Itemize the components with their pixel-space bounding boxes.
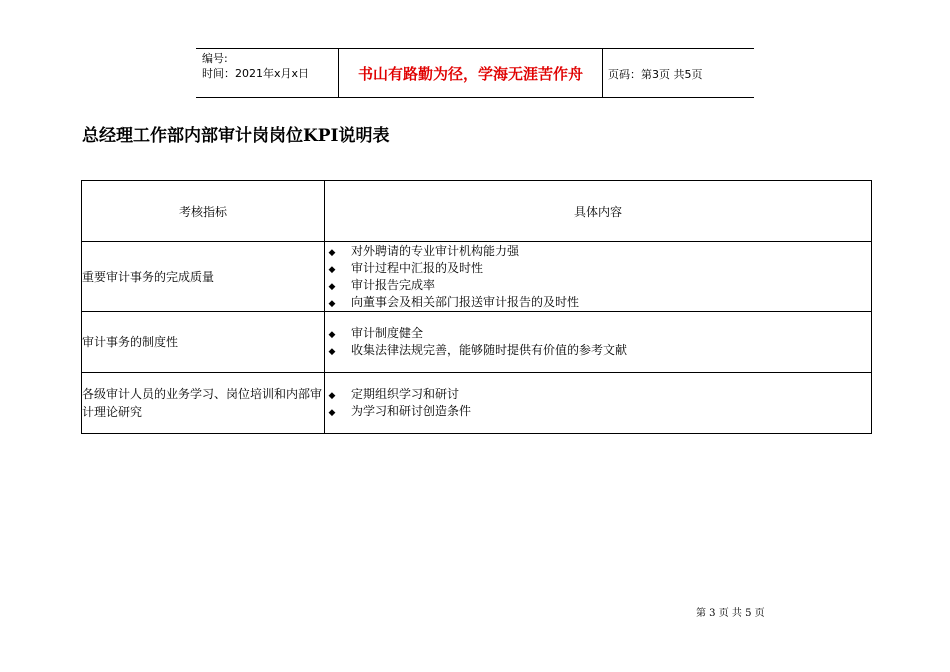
column-header-indicator: 考核指标 [82,181,325,242]
list-item [325,277,871,294]
diamond-bullet-icon: ◆ [328,298,336,309]
date-label: 时间：2021年x月x日 [202,67,310,80]
document-title: 总经理工作部内部审计岗岗位KPI说明表 [82,126,390,146]
point-text: 向董事会及相关部门报送审计报告的及时性 [351,294,580,309]
page-footer: 第 3 页 共 5 页 [696,608,765,619]
number-label: 编号: [202,52,228,65]
diamond-bullet-icon: ◆ [328,264,336,275]
content-cell [325,312,872,373]
table-row [82,312,872,373]
table-row [82,373,872,434]
indicator-cell: 重要审计事务的完成质量 [82,242,325,312]
diamond-bullet-icon: ◆ [328,281,336,292]
diamond-bullet-icon: ◆ [328,330,336,340]
list-item [325,386,871,403]
page-number-label: 页码：第3页 共5页 [608,68,703,81]
list-item [325,325,871,342]
header-left [202,51,309,81]
point-text: 审计制度健全 [351,326,424,340]
diamond-bullet-icon: ◆ [328,391,336,401]
point-text: 对外聘请的专业审计机构能力强 [351,243,520,258]
diamond-bullet-icon: ◆ [328,347,336,357]
indicator-cell: 各级审计人员的业务学习、岗位培训和内部审计理论研究 [82,373,325,434]
column-header-content: 具体内容 [325,181,872,242]
list-item [325,243,871,260]
table-header-row [82,181,872,242]
point-text: 为学习和研讨创造条件 [351,404,472,418]
diamond-bullet-icon: ◆ [328,247,336,258]
kpi-table [81,180,872,434]
list-item [325,260,871,277]
point-text: 审计过程中汇报的及时性 [351,260,484,275]
list-item [325,294,871,311]
list-item [325,342,871,359]
motto: 书山有路勤为径，学海无涯苦作舟 [338,49,603,97]
point-text: 定期组织学习和研讨 [351,387,460,401]
content-cell [325,242,872,312]
table-row [82,242,872,312]
point-text: 收集法律法规完善，能够随时提供有价值的参考文献 [351,343,628,357]
diamond-bullet-icon: ◆ [328,408,336,418]
point-text: 审计报告完成率 [351,277,436,292]
page-header [196,48,754,98]
list-item [325,403,871,420]
content-cell [325,373,872,434]
indicator-cell: 审计事务的制度性 [82,312,325,373]
